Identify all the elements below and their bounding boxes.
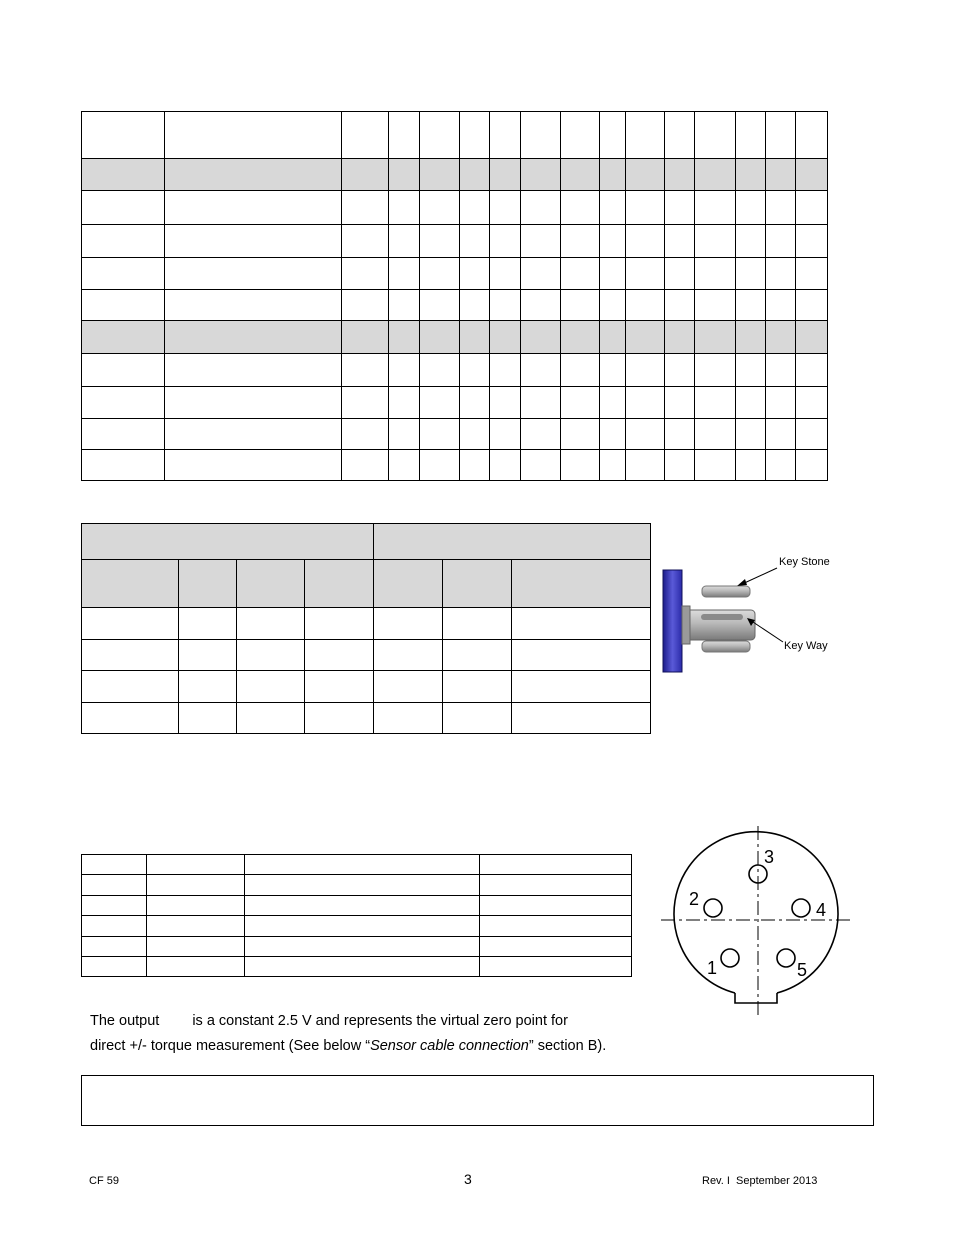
paragraph-line-1b: is a constant 2.5 V and represents the virtual zero point for <box>192 1013 568 1029</box>
footer-page-number: 3 <box>464 1171 472 1187</box>
spec-table <box>81 111 828 481</box>
connector-outline <box>674 832 838 993</box>
pin-2-hole <box>704 899 722 917</box>
table-row <box>82 321 828 354</box>
shaft-keyway-figure <box>655 548 855 678</box>
paragraph-line-1a: The output <box>90 1013 160 1029</box>
paragraph-line-2b: ” section B). <box>528 1038 607 1054</box>
table-row <box>82 419 828 450</box>
output-paragraph <box>90 1009 710 1059</box>
table-row <box>82 875 632 896</box>
sensor-cable-connection-ref: Sensor cable connection <box>370 1038 529 1054</box>
pin-2-label: 2 <box>689 889 700 909</box>
pin-3-label: 3 <box>764 847 775 867</box>
paragraph-line-2 <box>90 1034 710 1059</box>
table-row <box>82 112 828 159</box>
table-row <box>82 703 651 734</box>
table-row <box>82 671 651 703</box>
paragraph-line-1 <box>90 1009 710 1034</box>
key-way-label: Key Way <box>784 640 828 652</box>
table-row <box>82 450 828 481</box>
footer-doc-id: CF 59 <box>89 1175 119 1187</box>
key-stone-lower <box>702 641 750 652</box>
note-box <box>81 1075 874 1126</box>
table-row <box>82 896 632 916</box>
keyway-slot <box>701 614 743 620</box>
table-row <box>82 159 828 191</box>
pin-1-label: 1 <box>707 958 718 978</box>
pin-4-label: 4 <box>816 900 827 920</box>
table-row <box>82 937 632 957</box>
key-stone-label: Key Stone <box>779 556 830 568</box>
pin-assignment-table <box>81 854 632 977</box>
table-row <box>82 225 828 258</box>
pin-5-hole <box>777 949 795 967</box>
table-row <box>82 916 632 937</box>
table-row <box>82 608 651 640</box>
table-row <box>82 290 828 321</box>
table-row <box>82 640 651 671</box>
footer-revision: Rev. I September 2013 <box>702 1175 818 1187</box>
flange-shape <box>663 570 682 672</box>
key-stone-upper <box>702 586 750 597</box>
table-row <box>82 354 828 387</box>
connector-pin-diagram <box>655 822 860 1022</box>
pin-4-hole <box>792 899 810 917</box>
table-row <box>82 560 651 608</box>
table-row <box>82 387 828 419</box>
pin-5-label: 5 <box>797 960 808 980</box>
table-row <box>82 191 828 225</box>
shaft-dimension-table <box>81 523 651 734</box>
table-row <box>82 524 651 560</box>
table-row <box>82 855 632 875</box>
connector-notch <box>735 993 777 1003</box>
pin-1-hole <box>721 949 739 967</box>
table-row <box>82 957 632 977</box>
paragraph-line-2a: direct +/- torque measurement (See below “ <box>90 1038 371 1054</box>
table-row <box>82 258 828 290</box>
